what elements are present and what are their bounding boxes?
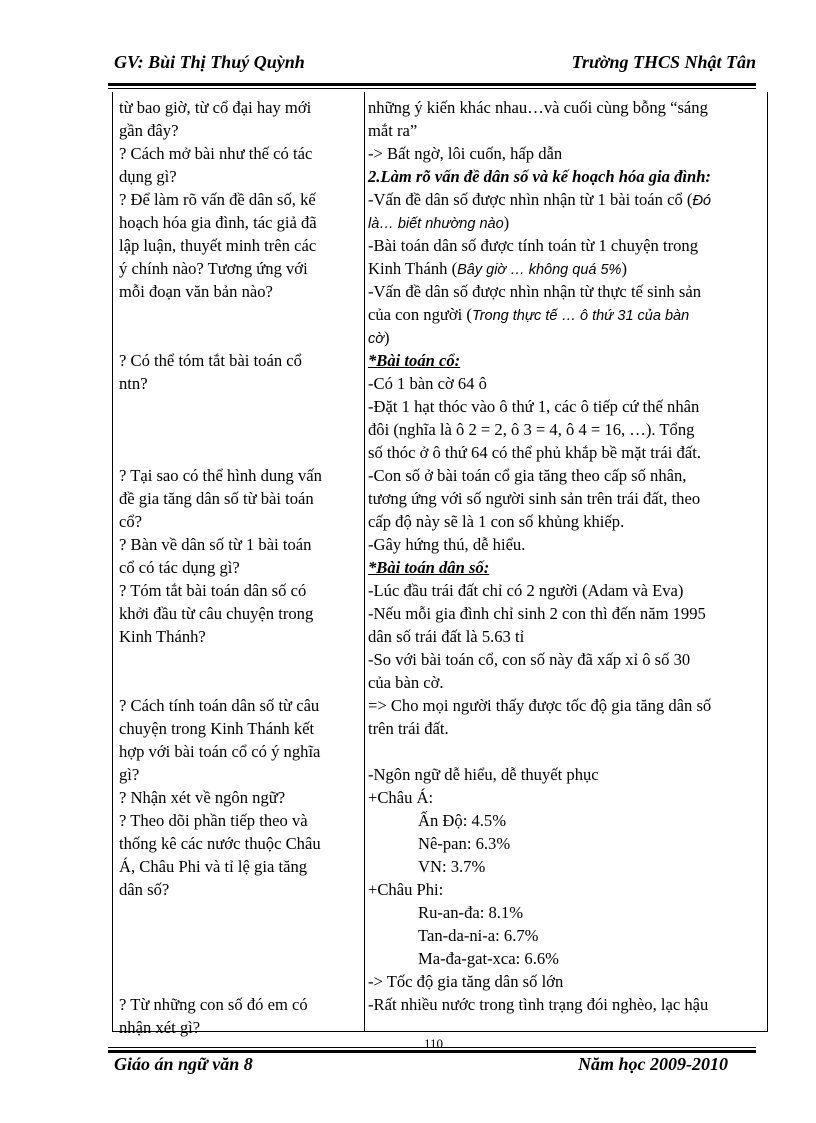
answer-line: mắt ra” [368,121,418,140]
question-line: nhận xét gì? [119,1018,201,1037]
answer-line: những ý kiến khác nhau…và cuối cùng bỗng “sáng [368,98,708,117]
question-line: ý chính nào? Tương ứng với [119,259,308,278]
school-name: Trường THCS Nhật Tân [571,52,756,72]
answer-line: -Đặt 1 hạt thóc vào ô thứ 1, các ô tiếp cứ thế nhân [368,397,700,416]
blank-line [119,303,359,326]
blank-line [119,970,359,993]
answer-line: -Bài toán dân số được tính toán từ 1 chuyện trong [368,236,698,255]
blank-line [368,740,763,763]
statistic-line: Tan-da-ni-a: 6.7% [418,926,539,945]
statistic-line: Ấn Độ: 4.5% [418,811,507,830]
question-line: ? Theo dõi phần tiếp theo và [119,811,308,830]
question-line: ? Cách mở bài như thế có tác [119,144,313,163]
answer-line: là… biết nhường nào) [368,213,510,232]
answer-line: -Lúc đầu trái đất chỉ có 2 người (Adam và Eva) [368,581,684,600]
answer-line: -Rất nhiều nước trong tình trạng đói nghèo, lạc hậu [368,995,709,1014]
question-line: ? Bàn về dân số từ 1 bài toán [119,535,312,554]
question-line: dân số? [119,880,170,899]
question-line: gần đây? [119,121,179,140]
question-line: Kinh Thánh? [119,627,206,646]
footer-rule-thick [108,1050,756,1053]
blank-line [119,326,359,349]
question-line: ? Có thể tóm tắt bài toán cổ [119,351,302,370]
page-header [108,52,756,78]
statistic-line: Ru-an-đa: 8.1% [418,903,524,922]
question-line: chuyện trong Kinh Thánh kết [119,719,315,738]
question-line: hoạch hóa gia đình, tác giả đã [119,213,317,232]
question-line: dụng gì? [119,167,177,186]
blank-line [119,648,359,671]
statistic-line: Ma-đa-gat-xca: 6.6% [418,949,559,968]
question-line: từ bao giờ, từ cổ đại hay mới [119,98,312,117]
subheading-ancient-problem: *Bài toán cổ: [368,351,461,370]
question-line: ? Tại sao có thể hình dung vấn [119,466,322,485]
column-divider [364,92,365,1031]
question-line: cổ có tác dụng gì? [119,558,240,577]
answer-line: -Con số ở bài toán cổ gia tăng theo cấp số nhân, [368,466,687,485]
answer-line: +Châu Á: [368,788,434,807]
question-line: ntn? [119,374,148,393]
question-line: ? Từ những con số đó em có [119,995,308,1014]
blank-line [119,418,359,441]
answer-line: -So với bài toán cổ, con số này đã xấp xỉ ô số 30 [368,650,691,669]
question-line: ? Để làm rõ vấn đề dân số, kế [119,190,316,209]
answer-line: số thóc ở ô thứ 64 có thể phủ khắp bề mặt trái đất. [368,443,701,462]
school-year: Năm học 2009-2010 [578,1054,728,1074]
blank-line [119,395,359,418]
blank-line [119,671,359,694]
answer-line: -Vấn đề dân số được nhìn nhận từ thực tế sinh sản [368,282,701,301]
question-line: gì? [119,765,140,784]
page-footer [108,1054,756,1080]
answer-line: -Có 1 bàn cờ 64 ô [368,374,487,393]
answer-line: +Châu Phi: [368,880,444,899]
subheading-population-problem: *Bài toán dân số: [368,558,490,577]
question-line: thống kê các nước thuộc Châu [119,834,321,853]
answer-line: -Vấn đề dân số được nhìn nhận từ 1 bài toán cổ (Đó [368,190,711,209]
question-line: lập luận, thuyết minh trên các [119,236,317,255]
blank-line [119,924,359,947]
question-line: Á, Châu Phi và tỉ lệ gia tăng [119,857,308,876]
question-line: ? Cách tính toán dân số từ câu [119,696,320,715]
blank-line [119,441,359,464]
answers-column [368,96,763,1016]
footer-rule-thin [108,1047,756,1048]
header-rule-thick [108,83,756,86]
answer-line: cờ) [368,328,390,347]
question-line: đề gia tăng dân số từ bài toán [119,489,314,508]
section-heading: 2.Làm rõ vấn đề dân số và kế hoạch hóa gia đình: [368,167,711,186]
blank-line [119,901,359,924]
question-line: mỗi đoạn văn bản nào? [119,282,273,301]
answer-line: của bàn cờ. [368,673,444,692]
question-line: khởi đầu từ câu chuyện trong [119,604,314,623]
blank-line [119,947,359,970]
header-rule-thin [108,88,756,89]
question-line: ? Nhận xét về ngôn ngữ? [119,788,286,807]
answer-line: -Ngôn ngữ dễ hiểu, dễ thuyết phục [368,765,599,784]
statistic-line: Nê-pan: 6.3% [418,834,511,853]
question-line: cổ? [119,512,143,531]
statistic-line: VN: 3.7% [418,857,486,876]
answer-line: => Cho mọi người thấy được tốc độ gia tăng dân số [368,696,712,715]
answer-line: cấp độ này sẽ là 1 con số khủng khiếp. [368,512,625,531]
page-number: 110 [424,1036,444,1051]
answer-line: -Gây hứng thú, dễ hiểu. [368,535,526,554]
answer-line: -> Bất ngờ, lôi cuốn, hấp dẫn [368,144,563,163]
answer-line: đôi (nghĩa là ô 2 = 2, ô 3 = 4, ô 4 = 16, …). Tổng [368,420,695,439]
answer-line: -Nếu mỗi gia đình chỉ sinh 2 con thì đến năm 1995 [368,604,706,623]
answer-line: của con người (Trong thực tế … ô thứ 31 của bàn [368,305,690,324]
question-line: hợp với bài toán cổ có ý nghĩa [119,742,321,761]
question-line: ? Tóm tắt bài toán dân số có [119,581,307,600]
answer-line: dân số trái đất là 5.63 tỉ [368,627,525,646]
answer-line: tương ứng với số người sinh sản trên trái đất, theo [368,489,701,508]
questions-column [119,96,359,1039]
answer-line: Kinh Thánh (Bây giờ … không quá 5%) [368,259,627,278]
subject-title: Giáo án ngữ văn 8 [114,1054,253,1074]
teacher-name: GV: Bùi Thị Thuý Quỳnh [114,52,305,72]
answer-line: trên trái đất. [368,719,449,738]
lesson-table [112,92,768,1037]
answer-line: -> Tốc độ gia tăng dân số lớn [368,972,564,991]
